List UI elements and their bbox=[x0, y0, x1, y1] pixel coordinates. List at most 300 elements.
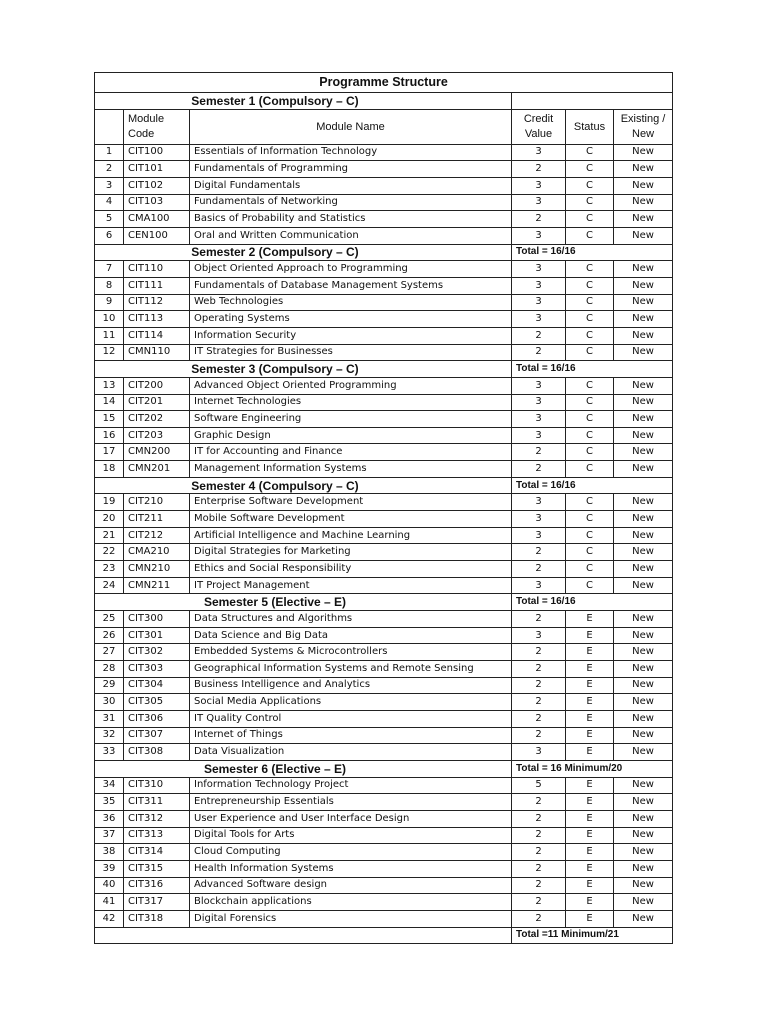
table-row bbox=[95, 277, 673, 294]
module-code: CIT316 bbox=[124, 877, 190, 894]
module-name: Cloud Computing bbox=[190, 844, 512, 861]
module-status: C bbox=[566, 261, 614, 278]
table-row bbox=[95, 727, 673, 744]
existing-new: New bbox=[614, 344, 673, 361]
module-number: 33 bbox=[95, 744, 124, 761]
credit-value: 3 bbox=[512, 194, 566, 211]
module-name: Software Engineering bbox=[190, 411, 512, 428]
credit-value: 3 bbox=[512, 311, 566, 328]
semester-total bbox=[512, 93, 673, 110]
semester-total: Total = 16/16 bbox=[512, 477, 673, 494]
module-name: Advanced Software design bbox=[190, 877, 512, 894]
module-number: 15 bbox=[95, 411, 124, 428]
module-status: C bbox=[566, 544, 614, 561]
title-row bbox=[95, 73, 673, 93]
module-number: 25 bbox=[95, 611, 124, 628]
module-name: Basics of Probability and Statistics bbox=[190, 211, 512, 228]
table-row bbox=[95, 161, 673, 178]
module-code: CIT313 bbox=[124, 827, 190, 844]
credit-value: 2 bbox=[512, 810, 566, 827]
module-code: CMN211 bbox=[124, 577, 190, 594]
module-status: C bbox=[566, 511, 614, 528]
module-number: 28 bbox=[95, 661, 124, 678]
existing-new: New bbox=[614, 627, 673, 644]
header-credit-value: Credit Value bbox=[512, 109, 566, 144]
module-code: CIT311 bbox=[124, 794, 190, 811]
credit-value: 2 bbox=[512, 561, 566, 578]
table-row bbox=[95, 894, 673, 911]
table-row bbox=[95, 194, 673, 211]
module-status: C bbox=[566, 161, 614, 178]
module-code: CIT112 bbox=[124, 294, 190, 311]
header-number bbox=[95, 109, 124, 144]
module-number: 31 bbox=[95, 710, 124, 727]
semester-header-row bbox=[95, 477, 673, 494]
module-name: User Experience and User Interface Design bbox=[190, 810, 512, 827]
module-number: 8 bbox=[95, 277, 124, 294]
module-status: E bbox=[566, 777, 614, 794]
module-name: Graphic Design bbox=[190, 427, 512, 444]
semester-header-row bbox=[95, 760, 673, 777]
existing-new: New bbox=[614, 327, 673, 344]
existing-new: New bbox=[614, 561, 673, 578]
semester-title: Semester 1 (Compulsory – C) bbox=[95, 93, 512, 110]
credit-value: 2 bbox=[512, 211, 566, 228]
module-code: CMN201 bbox=[124, 461, 190, 478]
existing-new: New bbox=[614, 294, 673, 311]
credit-value: 2 bbox=[512, 461, 566, 478]
module-number: 6 bbox=[95, 227, 124, 244]
existing-new: New bbox=[614, 727, 673, 744]
credit-value: 3 bbox=[512, 261, 566, 278]
module-number: 22 bbox=[95, 544, 124, 561]
module-code: CIT114 bbox=[124, 327, 190, 344]
existing-new: New bbox=[614, 511, 673, 528]
credit-value: 2 bbox=[512, 894, 566, 911]
module-status: C bbox=[566, 394, 614, 411]
existing-new: New bbox=[614, 710, 673, 727]
credit-value: 3 bbox=[512, 427, 566, 444]
module-status: C bbox=[566, 144, 614, 161]
module-code: CIT300 bbox=[124, 611, 190, 628]
module-name: Digital Fundamentals bbox=[190, 177, 512, 194]
credit-value: 3 bbox=[512, 511, 566, 528]
credit-value: 2 bbox=[512, 727, 566, 744]
table-row bbox=[95, 427, 673, 444]
credit-value: 3 bbox=[512, 577, 566, 594]
existing-new: New bbox=[614, 394, 673, 411]
credit-value: 3 bbox=[512, 294, 566, 311]
credit-value: 2 bbox=[512, 344, 566, 361]
header-module-name: Module Name bbox=[190, 109, 512, 144]
existing-new: New bbox=[614, 644, 673, 661]
module-status: C bbox=[566, 194, 614, 211]
existing-new: New bbox=[614, 894, 673, 911]
existing-new: New bbox=[614, 544, 673, 561]
table-row bbox=[95, 377, 673, 394]
module-code: CIT307 bbox=[124, 727, 190, 744]
semester-total: Total = 16/16 bbox=[512, 361, 673, 378]
module-status: C bbox=[566, 411, 614, 428]
credit-value: 3 bbox=[512, 744, 566, 761]
module-code: CIT111 bbox=[124, 277, 190, 294]
module-name: Management Information Systems bbox=[190, 461, 512, 478]
table-row bbox=[95, 211, 673, 228]
module-number: 35 bbox=[95, 794, 124, 811]
table-row bbox=[95, 494, 673, 511]
table-row bbox=[95, 527, 673, 544]
module-status: C bbox=[566, 211, 614, 228]
existing-new: New bbox=[614, 444, 673, 461]
module-name: IT Quality Control bbox=[190, 710, 512, 727]
table-row bbox=[95, 744, 673, 761]
module-status: E bbox=[566, 627, 614, 644]
table-row bbox=[95, 227, 673, 244]
credit-value: 2 bbox=[512, 694, 566, 711]
existing-new: New bbox=[614, 611, 673, 628]
module-name: Information Technology Project bbox=[190, 777, 512, 794]
header-module-code: Module Code bbox=[124, 109, 190, 144]
module-code: CMN200 bbox=[124, 444, 190, 461]
module-name: Geographical Information Systems and Remote Sensing bbox=[190, 661, 512, 678]
module-code: CIT317 bbox=[124, 894, 190, 911]
existing-new: New bbox=[614, 827, 673, 844]
existing-new: New bbox=[614, 261, 673, 278]
credit-value: 3 bbox=[512, 227, 566, 244]
credit-value: 3 bbox=[512, 411, 566, 428]
credit-value: 3 bbox=[512, 527, 566, 544]
semester-title: Semester 3 (Compulsory – C) bbox=[95, 361, 512, 378]
module-code: CIT312 bbox=[124, 810, 190, 827]
module-code: CIT200 bbox=[124, 377, 190, 394]
module-number: 2 bbox=[95, 161, 124, 178]
programme-structure-table bbox=[94, 72, 673, 944]
module-number: 3 bbox=[95, 177, 124, 194]
existing-new: New bbox=[614, 694, 673, 711]
module-number: 38 bbox=[95, 844, 124, 861]
module-name: Object Oriented Approach to Programming bbox=[190, 261, 512, 278]
table-row bbox=[95, 294, 673, 311]
module-number: 14 bbox=[95, 394, 124, 411]
module-code: CIT315 bbox=[124, 860, 190, 877]
module-status: E bbox=[566, 694, 614, 711]
module-number: 16 bbox=[95, 427, 124, 444]
module-number: 5 bbox=[95, 211, 124, 228]
module-number: 42 bbox=[95, 910, 124, 927]
existing-new: New bbox=[614, 860, 673, 877]
credit-value: 3 bbox=[512, 627, 566, 644]
module-status: C bbox=[566, 311, 614, 328]
existing-new: New bbox=[614, 227, 673, 244]
existing-new: New bbox=[614, 494, 673, 511]
credit-value: 3 bbox=[512, 144, 566, 161]
semester-title: Semester 5 (Elective – E) bbox=[95, 594, 512, 611]
table-body bbox=[95, 73, 673, 944]
module-name: Social Media Applications bbox=[190, 694, 512, 711]
module-number: 10 bbox=[95, 311, 124, 328]
table-row bbox=[95, 544, 673, 561]
module-code: CIT202 bbox=[124, 411, 190, 428]
module-code: CMA210 bbox=[124, 544, 190, 561]
module-code: CIT211 bbox=[124, 511, 190, 528]
module-code: CMA100 bbox=[124, 211, 190, 228]
module-status: C bbox=[566, 377, 614, 394]
semester-title: Semester 6 (Elective – E) bbox=[95, 760, 512, 777]
module-status: E bbox=[566, 844, 614, 861]
module-name: Fundamentals of Programming bbox=[190, 161, 512, 178]
semester-total: Total = 16/16 bbox=[512, 244, 673, 261]
existing-new: New bbox=[614, 910, 673, 927]
credit-value: 2 bbox=[512, 877, 566, 894]
module-code: CIT110 bbox=[124, 261, 190, 278]
existing-new: New bbox=[614, 844, 673, 861]
page-title: Programme Structure bbox=[95, 73, 673, 93]
module-number: 40 bbox=[95, 877, 124, 894]
credit-value: 2 bbox=[512, 161, 566, 178]
module-status: E bbox=[566, 860, 614, 877]
table-row bbox=[95, 611, 673, 628]
table-row bbox=[95, 661, 673, 678]
module-name: Digital Strategies for Marketing bbox=[190, 544, 512, 561]
module-code: CIT303 bbox=[124, 661, 190, 678]
module-name: Data Science and Big Data bbox=[190, 627, 512, 644]
table-row bbox=[95, 561, 673, 578]
module-code: CIT100 bbox=[124, 144, 190, 161]
table-row bbox=[95, 177, 673, 194]
credit-value: 3 bbox=[512, 277, 566, 294]
module-code: CEN100 bbox=[124, 227, 190, 244]
module-status: C bbox=[566, 177, 614, 194]
module-code: CIT201 bbox=[124, 394, 190, 411]
module-number: 21 bbox=[95, 527, 124, 544]
module-name: Business Intelligence and Analytics bbox=[190, 677, 512, 694]
module-status: E bbox=[566, 661, 614, 678]
module-name: IT for Accounting and Finance bbox=[190, 444, 512, 461]
column-header-row bbox=[95, 109, 673, 144]
credit-value: 3 bbox=[512, 394, 566, 411]
credit-value: 2 bbox=[512, 844, 566, 861]
existing-new: New bbox=[614, 577, 673, 594]
existing-new: New bbox=[614, 877, 673, 894]
table-row bbox=[95, 261, 673, 278]
module-number: 7 bbox=[95, 261, 124, 278]
existing-new: New bbox=[614, 144, 673, 161]
semester-header-row bbox=[95, 361, 673, 378]
module-status: C bbox=[566, 444, 614, 461]
existing-new: New bbox=[614, 810, 673, 827]
credit-value: 3 bbox=[512, 377, 566, 394]
table-row bbox=[95, 394, 673, 411]
module-number: 12 bbox=[95, 344, 124, 361]
module-name: Advanced Object Oriented Programming bbox=[190, 377, 512, 394]
module-status: C bbox=[566, 427, 614, 444]
module-code: CIT102 bbox=[124, 177, 190, 194]
module-name: IT Strategies for Businesses bbox=[190, 344, 512, 361]
module-name: Fundamentals of Database Management Systems bbox=[190, 277, 512, 294]
module-status: E bbox=[566, 910, 614, 927]
table-row bbox=[95, 794, 673, 811]
module-number: 27 bbox=[95, 644, 124, 661]
table-row bbox=[95, 144, 673, 161]
module-status: C bbox=[566, 494, 614, 511]
existing-new: New bbox=[614, 277, 673, 294]
credit-value: 2 bbox=[512, 327, 566, 344]
module-code: CIT210 bbox=[124, 494, 190, 511]
existing-new: New bbox=[614, 194, 673, 211]
existing-new: New bbox=[614, 311, 673, 328]
module-status: C bbox=[566, 227, 614, 244]
module-code: CIT318 bbox=[124, 910, 190, 927]
table-row bbox=[95, 577, 673, 594]
semester-total: Total = 16/16 bbox=[512, 594, 673, 611]
table-row bbox=[95, 511, 673, 528]
module-name: Mobile Software Development bbox=[190, 511, 512, 528]
table-row bbox=[95, 627, 673, 644]
module-name: Information Security bbox=[190, 327, 512, 344]
module-status: E bbox=[566, 810, 614, 827]
module-name: Enterprise Software Development bbox=[190, 494, 512, 511]
credit-value: 2 bbox=[512, 910, 566, 927]
credit-value: 2 bbox=[512, 544, 566, 561]
semester-header-row bbox=[95, 244, 673, 261]
module-number: 9 bbox=[95, 294, 124, 311]
module-code: CIT301 bbox=[124, 627, 190, 644]
module-status: C bbox=[566, 577, 614, 594]
module-code: CIT304 bbox=[124, 677, 190, 694]
final-total: Total =11 Minimum/21 bbox=[512, 927, 673, 944]
header-existing-new: Existing / New bbox=[614, 109, 673, 144]
module-code: CMN210 bbox=[124, 561, 190, 578]
module-name: Entrepreneurship Essentials bbox=[190, 794, 512, 811]
credit-value: 2 bbox=[512, 710, 566, 727]
table-row bbox=[95, 444, 673, 461]
module-number: 37 bbox=[95, 827, 124, 844]
module-status: C bbox=[566, 527, 614, 544]
table-row bbox=[95, 710, 673, 727]
module-number: 36 bbox=[95, 810, 124, 827]
module-name: Digital Tools for Arts bbox=[190, 827, 512, 844]
module-number: 17 bbox=[95, 444, 124, 461]
module-name: Digital Forensics bbox=[190, 910, 512, 927]
semester-header-row bbox=[95, 594, 673, 611]
module-code: CIT310 bbox=[124, 777, 190, 794]
module-status: E bbox=[566, 744, 614, 761]
table-row bbox=[95, 327, 673, 344]
credit-value: 2 bbox=[512, 677, 566, 694]
module-number: 20 bbox=[95, 511, 124, 528]
module-number: 11 bbox=[95, 327, 124, 344]
module-name: Web Technologies bbox=[190, 294, 512, 311]
module-code: CIT308 bbox=[124, 744, 190, 761]
existing-new: New bbox=[614, 661, 673, 678]
module-code: CIT305 bbox=[124, 694, 190, 711]
existing-new: New bbox=[614, 794, 673, 811]
module-code: CIT314 bbox=[124, 844, 190, 861]
module-status: C bbox=[566, 461, 614, 478]
module-name: Data Structures and Algorithms bbox=[190, 611, 512, 628]
module-status: C bbox=[566, 294, 614, 311]
existing-new: New bbox=[614, 427, 673, 444]
credit-value: 2 bbox=[512, 661, 566, 678]
table-row bbox=[95, 644, 673, 661]
table-row bbox=[95, 910, 673, 927]
credit-value: 3 bbox=[512, 177, 566, 194]
module-number: 24 bbox=[95, 577, 124, 594]
final-total-blank bbox=[95, 927, 512, 944]
credit-value: 2 bbox=[512, 794, 566, 811]
existing-new: New bbox=[614, 677, 673, 694]
module-status: E bbox=[566, 677, 614, 694]
table-row bbox=[95, 677, 673, 694]
module-code: CIT203 bbox=[124, 427, 190, 444]
table-row bbox=[95, 411, 673, 428]
module-status: E bbox=[566, 611, 614, 628]
module-code: CIT101 bbox=[124, 161, 190, 178]
module-number: 13 bbox=[95, 377, 124, 394]
module-status: E bbox=[566, 644, 614, 661]
module-name: IT Project Management bbox=[190, 577, 512, 594]
module-name: Embedded Systems & Microcontrollers bbox=[190, 644, 512, 661]
final-total-row bbox=[95, 927, 673, 944]
module-number: 26 bbox=[95, 627, 124, 644]
module-name: Fundamentals of Networking bbox=[190, 194, 512, 211]
module-number: 23 bbox=[95, 561, 124, 578]
header-status: Status bbox=[566, 109, 614, 144]
module-name: Essentials of Information Technology bbox=[190, 144, 512, 161]
module-status: E bbox=[566, 877, 614, 894]
module-number: 30 bbox=[95, 694, 124, 711]
module-name: Internet Technologies bbox=[190, 394, 512, 411]
credit-value: 3 bbox=[512, 494, 566, 511]
existing-new: New bbox=[614, 161, 673, 178]
module-name: Health Information Systems bbox=[190, 860, 512, 877]
module-number: 1 bbox=[95, 144, 124, 161]
semester-title: Semester 2 (Compulsory – C) bbox=[95, 244, 512, 261]
module-number: 34 bbox=[95, 777, 124, 794]
credit-value: 2 bbox=[512, 644, 566, 661]
existing-new: New bbox=[614, 744, 673, 761]
table-row bbox=[95, 860, 673, 877]
credit-value: 2 bbox=[512, 444, 566, 461]
table-row bbox=[95, 877, 673, 894]
existing-new: New bbox=[614, 461, 673, 478]
existing-new: New bbox=[614, 527, 673, 544]
module-number: 4 bbox=[95, 194, 124, 211]
module-code: CIT113 bbox=[124, 311, 190, 328]
semester-total: Total = 16 Minimum/20 bbox=[512, 760, 673, 777]
module-status: C bbox=[566, 344, 614, 361]
module-name: Blockchain applications bbox=[190, 894, 512, 911]
module-name: Artificial Intelligence and Machine Learning bbox=[190, 527, 512, 544]
module-name: Operating Systems bbox=[190, 311, 512, 328]
module-code: CMN110 bbox=[124, 344, 190, 361]
module-name: Internet of Things bbox=[190, 727, 512, 744]
module-status: C bbox=[566, 327, 614, 344]
table-row bbox=[95, 344, 673, 361]
semester-header-row bbox=[95, 93, 673, 110]
module-status: C bbox=[566, 277, 614, 294]
module-status: C bbox=[566, 561, 614, 578]
existing-new: New bbox=[614, 177, 673, 194]
table-row bbox=[95, 461, 673, 478]
module-name: Data Visualization bbox=[190, 744, 512, 761]
existing-new: New bbox=[614, 777, 673, 794]
module-status: E bbox=[566, 827, 614, 844]
existing-new: New bbox=[614, 411, 673, 428]
semester-title: Semester 4 (Compulsory – C) bbox=[95, 477, 512, 494]
module-number: 18 bbox=[95, 461, 124, 478]
credit-value: 2 bbox=[512, 827, 566, 844]
